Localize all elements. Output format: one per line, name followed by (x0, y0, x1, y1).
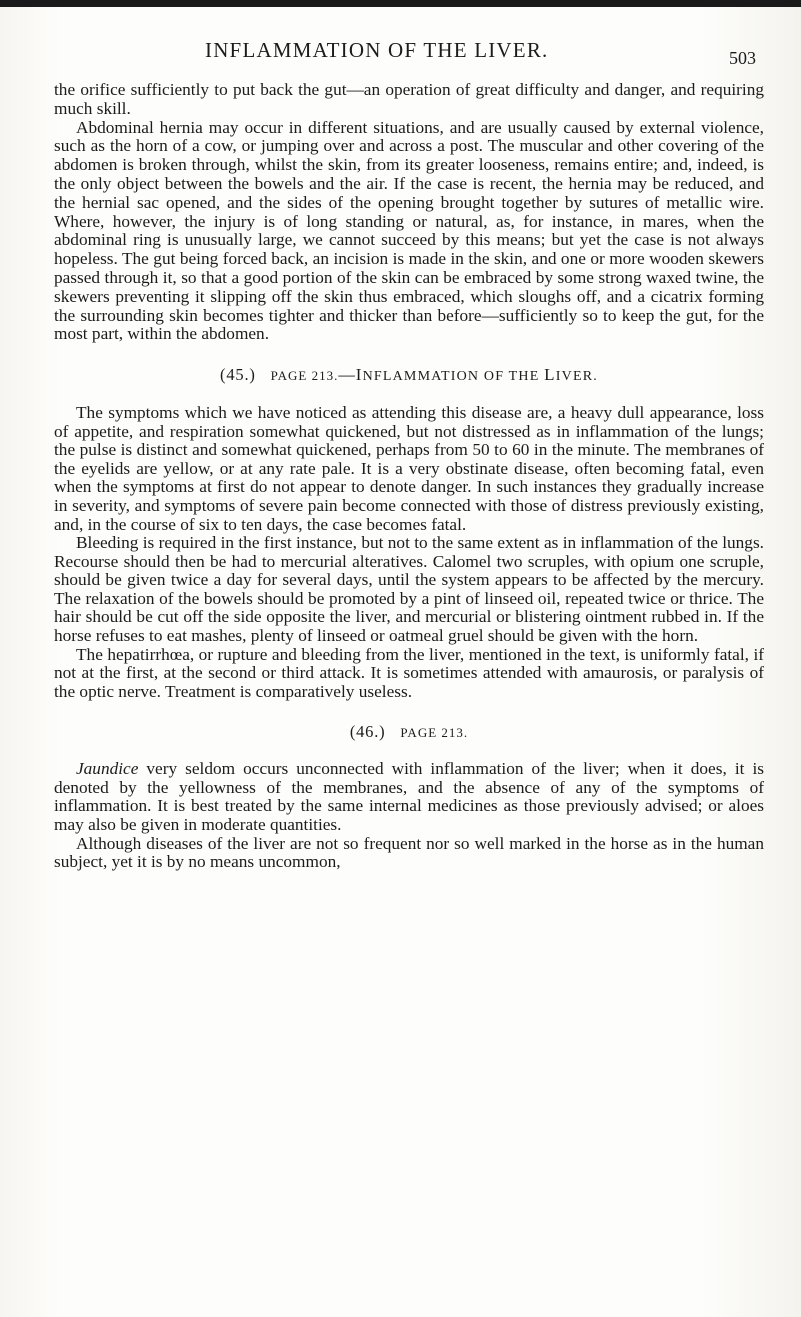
paragraph: the orifice sufficiently to put back the gut—an operation of great difficulty and danger, and requiring much skill. (54, 80, 764, 118)
section-number: (46.) (349, 722, 386, 742)
section-heading-46 (54, 723, 764, 743)
paragraph (54, 760, 764, 834)
section-page-label: PAGE 213. (270, 368, 339, 384)
paragraph: The symptoms which we have noticed as attending this disease are, a heavy dull appearance, loss of appetite, and respiration somewhat quickened, but not distressed as in inflammation of the lungs; the pulse is distinct and somewhat quickened, perhaps from 50 to 60 in the minute. The membranes of the eyelids are yellow, or at any rate pale. It is a very obstinate disease, often becoming fatal, even when the symptoms at first do not appear to denote danger. In such instances they gradually increase in severity, and symptoms of severe pain become connected with those of distress previously existing, and, in the course of six to ten days, the case becomes fatal. (54, 402, 764, 534)
page-body (54, 81, 764, 872)
top-border (0, 0, 801, 7)
section-title: INFLAMMATION OF THE LIVER. (355, 365, 598, 385)
paragraph: Although diseases of the liver are not so frequent nor so well marked in the horse as in the human subject, yet it is by no means uncommon, (54, 833, 764, 872)
running-head: INFLAMMATION OF THE LIVER. (205, 38, 549, 62)
section-heading-45 (54, 366, 764, 387)
paragraph: The hepatirrhœa, or rupture and bleeding from the liver, mentioned in the text, is uniformly fatal, if not at the first, at the second or third attack. It is sometimes attended with amaurosis, or paralysis of the optic nerve. Treatment is comparatively useless. (54, 644, 764, 701)
section-page-label: PAGE 213. (400, 725, 469, 741)
page-number: 503 (729, 48, 756, 68)
italic-lead-word: Jaundice (76, 759, 139, 779)
section-number: (45.) (220, 365, 256, 385)
paragraph-text: very seldom occurs unconnected with inflammation of the liver; when it does, it is denoted by the yellowness of the membranes, and the absence of any of the symptoms of inflammation. It is best treated by the same internal medicines as those previously advised; or aloes may also be given in moderate quantities. (54, 759, 764, 835)
section-dash: — (338, 365, 356, 385)
paragraph: Abdominal hernia may occur in different situations, and are usually caused by external violence, such as the horn of a cow, or jumping over and across a post. The muscular and other covering of the abdomen is broken through, whilst the skin, from its greater looseness, remains entire; and, indeed, is the only object between the bowels and the air. If the case is recent, the hernia may be reduced, and the hernial sac opened, and the sides of the opening brought together by sutures of metallic wire. Where, however, the injury is of long standing or natural, as, for instance, in mares, when the abdominal ring is unusually large, we cannot succeed by this means; but yet the case is not always hopeless. The gut being forced back, an incision is made in the skin, and one or more wooden skewers passed through it, so that a good portion of the skin can be embraced by some strong waxed twine, the skewers preventing it slipping off the skin thus embraced, which sloughs off, and a cicatrix forming the surrounding skin becomes tighter and thicker than before—sufficiently so to keep the gut, for the most part, within the abdomen. (54, 117, 764, 344)
paragraph: Bleeding is required in the first instance, but not to the same extent as in inflammation of the lungs. Recourse should then be had to mercurial alteratives. Calomel two scruples, with opium one scruple, should be given twice a day for several days, until the system appears to be affected by the mercury. The relaxation of the bowels should be promoted by a pint of linseed oil, repeated twice or thrice. The hair should be cut off the side opposite the liver, and mercurial or blistering ointment rubbed in. If the horse refuses to eat mashes, plenty of linseed or oatmeal gruel should be given with the horn. (54, 533, 764, 646)
